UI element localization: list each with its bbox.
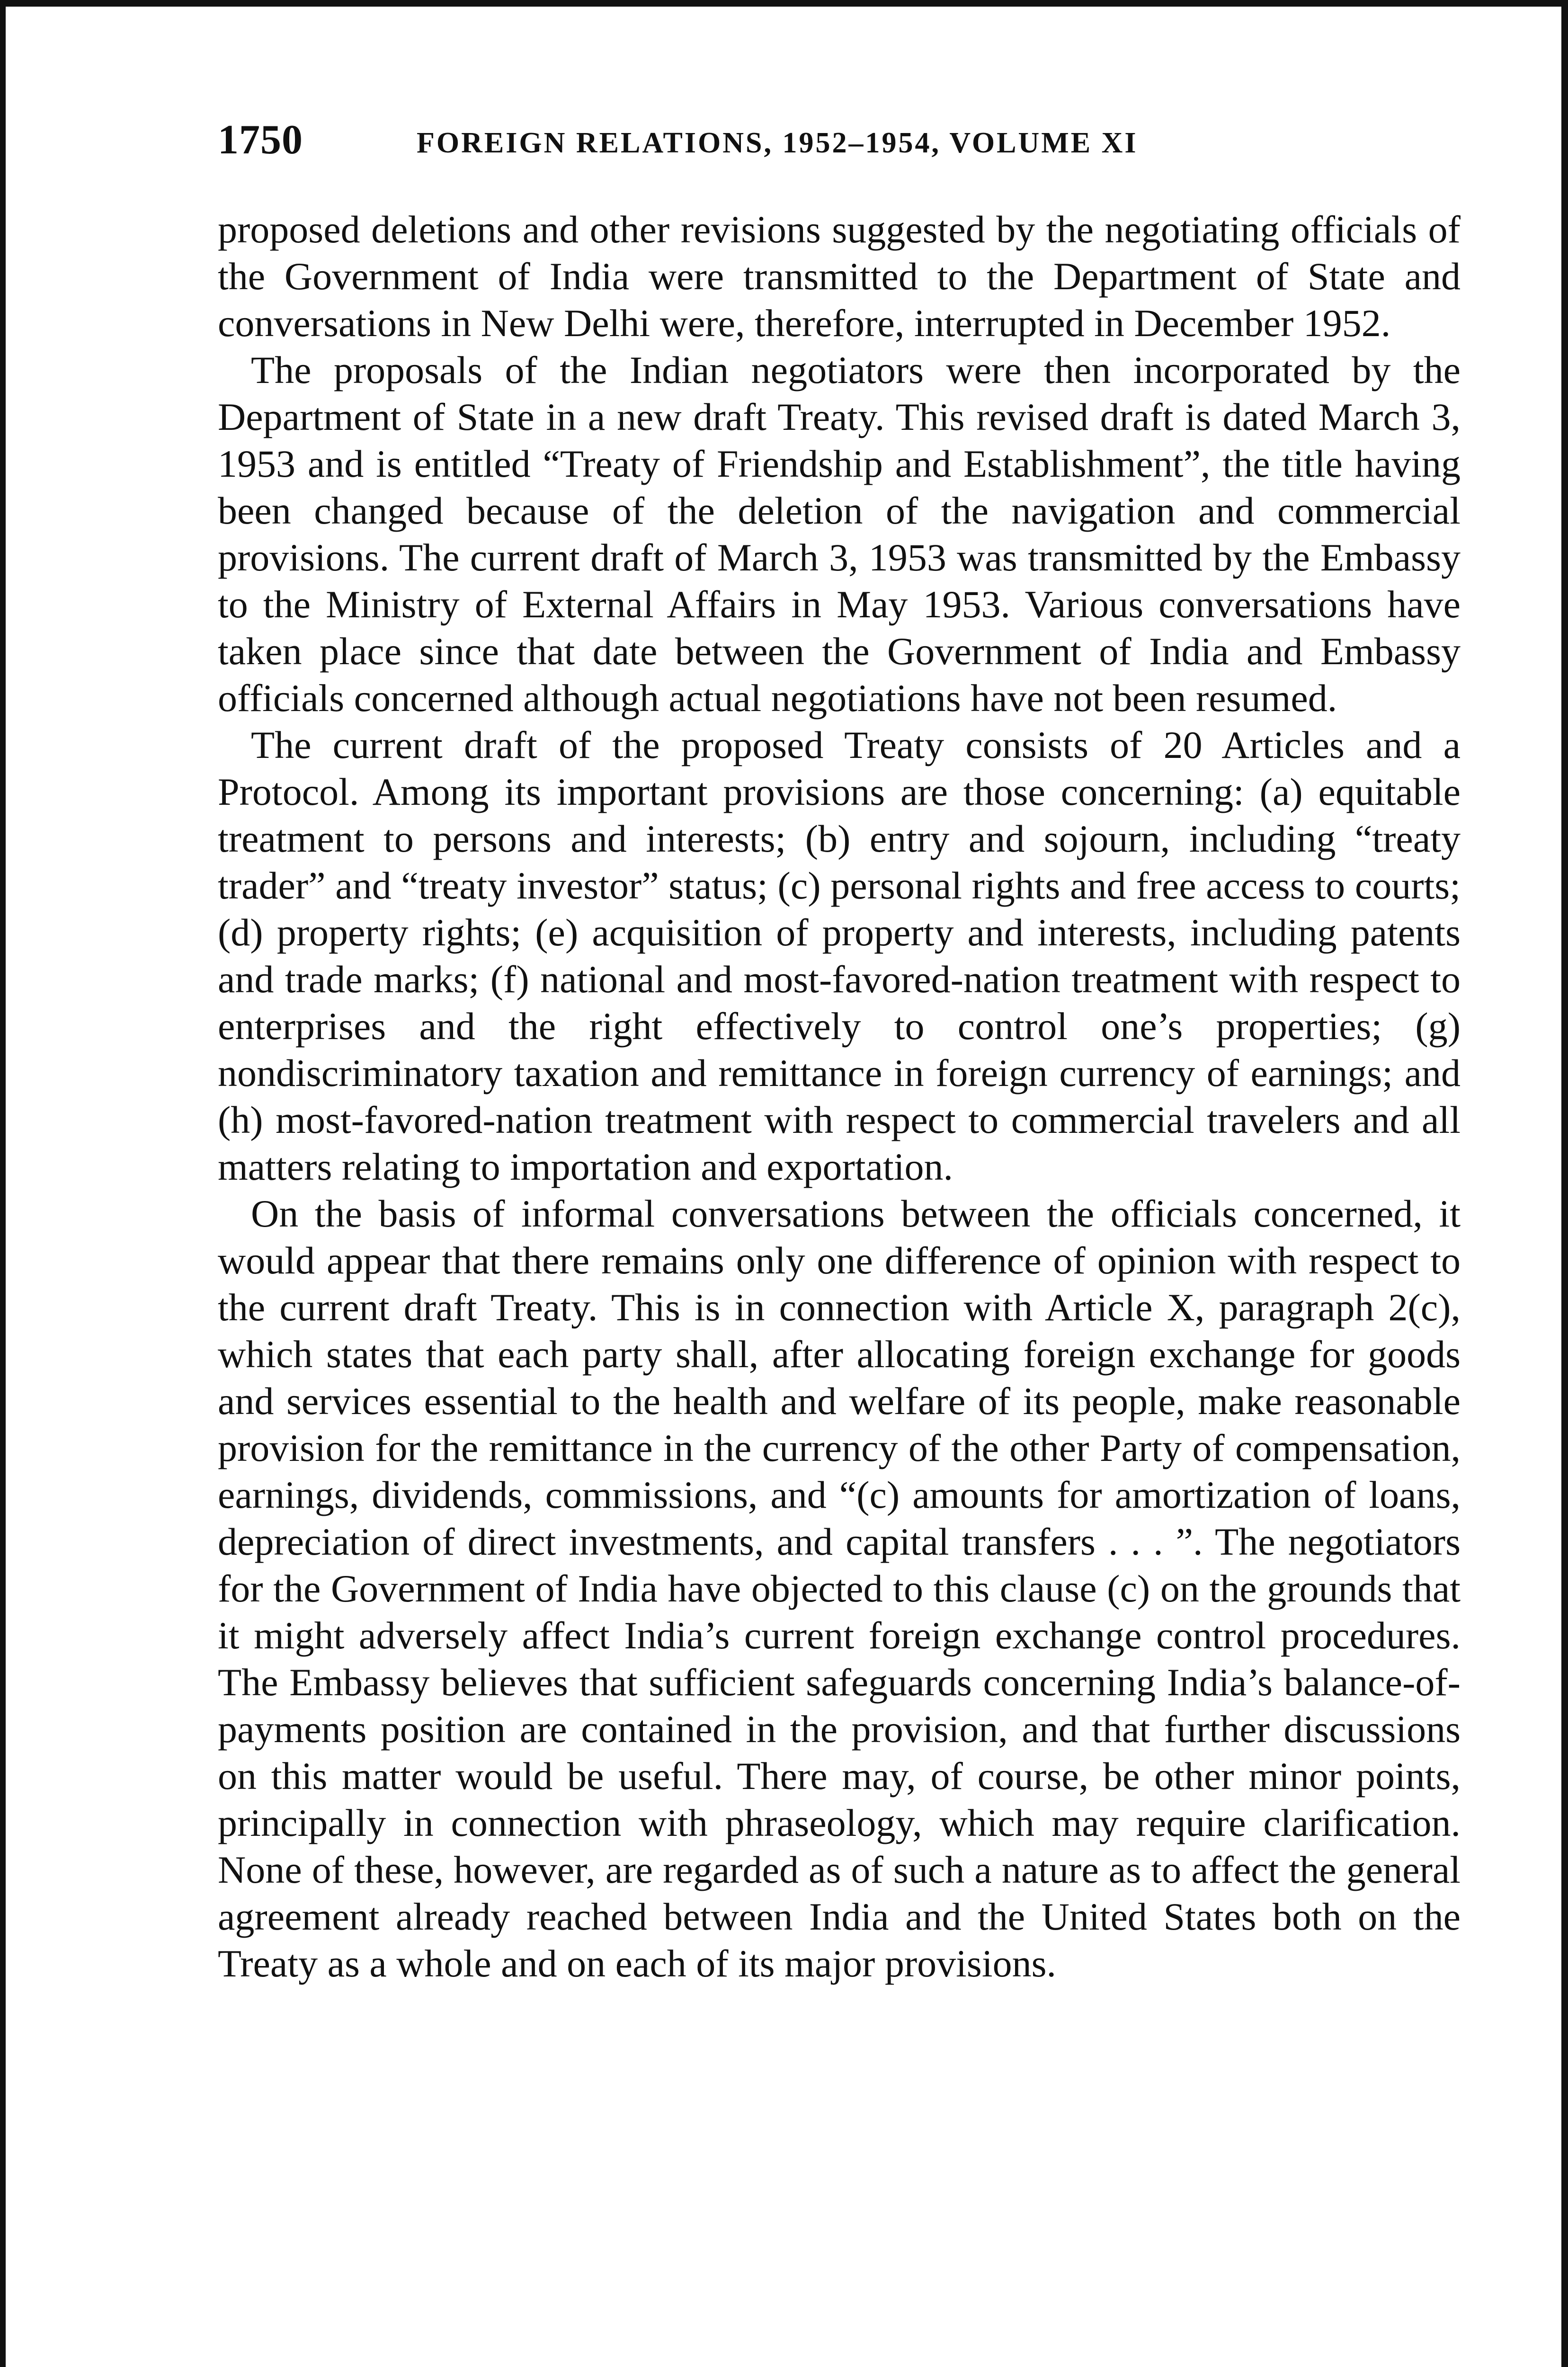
body-text [218, 206, 1461, 1987]
paragraph-4: On the basis of informal conversations between the officials concerned, it would appear that there remains only one difference of opinion with respect to the current draft Treaty. This is in connection with Article X, paragraph 2(c), which states that each party shall, after allocating foreign exchange for goods and services essential to the health and welfare of its people, make reasonable provision for the remittance in the currency of the other Party of compensation, earnings, dividends, commissions, and “(c) amounts for amortization of loans, depreciation of direct investments, and capital transfers . . . ”. The negotiators for the Government of India have objected to this clause (c) on the grounds that it might adversely affect India’s current foreign exchange control procedures. The Embassy believes that sufficient safeguards concerning India’s balance-of-payments position are contained in the provision, and that further discussions on this matter would be useful. There may, of course, be other minor points, principally in connection with phraseology, which may require clarification. None of these, however, are regarded as of such a nature as to affect the general agreement already reached between India and the United States both on the Treaty as a whole and on each of its major provisions. [218, 1192, 1461, 1985]
paragraph-3: The current draft of the proposed Treaty consists of 20 Articles and a Protocol. Among its important provisions are those concerning: (a) equitable treatment to persons and interests; (b) entry and sojourn, including “treaty trader” and “treaty investor” status; (c) personal rights and free access to courts; (d) property rights; (e) acquisition of property and interests, including patents and trade marks; (f) national and most-favored-nation treatment with respect to enterprises and the right effectively to control one’s properties; (g) nondiscriminatory taxation and remittance in foreign currency of earnings; and (h) most-favored-nation treatment with respect to commercial travelers and all matters relating to importation and exportation. [218, 723, 1461, 1188]
running-title: FOREIGN RELATIONS, 1952–1954, VOLUME XI [417, 127, 1138, 159]
paragraph-1: proposed deletions and other revisions suggested by the negotiating officials of the Government of India were transmitted to the Department of State and conversations in New Delhi were, therefore, interrupted in December 1952. [218, 208, 1461, 345]
scan-border-right [1561, 0, 1568, 2367]
paragraph-2: The proposals of the Indian negotiators were then incorporated by the Department of State in a new draft Treaty. This revised draft is dated March 3, 1953 and is entitled “Treaty of Friendship and Establishment”, the title having been changed because of the deletion of the navigation and commercial provisions. The current draft of March 3, 1953 was transmitted by the Embassy to the Ministry of External Affairs in May 1953. Various conversations have taken place since that date between the Government of India and Embassy officials concerned although actual negotiations have not been resumed. [218, 348, 1461, 720]
page-header [218, 116, 1468, 173]
page-number: 1750 [218, 117, 303, 163]
scan-border-top [0, 0, 1568, 7]
scan-border-left [0, 0, 6, 2367]
